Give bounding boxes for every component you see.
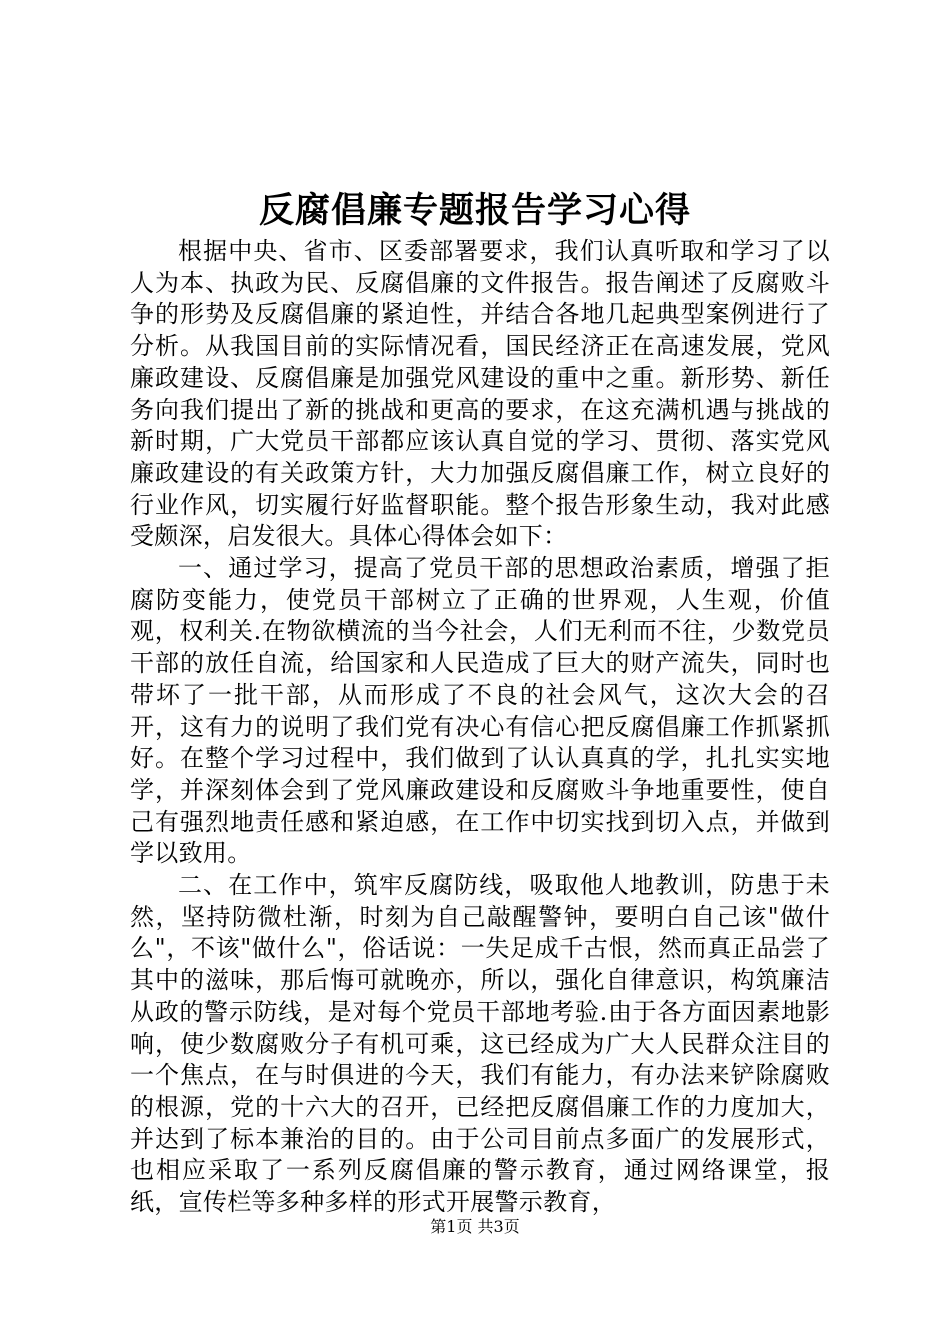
paragraph-intro: 根据中央、省市、区委部署要求，我们认真听取和学习了以人为本、执政为民、反腐倡廉的文件报告。报告阐述了反腐败斗争的形势及反腐倡廉的紧迫性，并结合各地几起典型案例进行了分析。从我国目前的实际情况看，国民经济正在高速发展，党风廉政建设、反腐倡廉是加强党风建设的重中之重。新形势、新任务向我们提出了新的挑战和更高的要求，在这充满机遇与挑战的新时期，广大党员干部都应该认真自觉的学习、贯彻、落实党风廉政建设的有关政策方针，大力加强反腐倡廉工作，树立良好的行业作风，切实履行好监督职能。整个报告形象生动，我对此感受颇深，启发很大。具体心得体会如下：	[130, 237, 830, 551]
paragraph-section-2: 二、在工作中，筑牢反腐防线，吸取他人地教训，防患于未然，坚持防微杜渐，时刻为自己敲醒警钟，要明白自己该"做什么"，不该"做什么"，俗话说：一失足成千古恨，然而真正品尝了其中的滋味，那后悔可就晚亦，所以，强化自律意识，构筑廉洁从政的警示防线，是对每个党员干部地考验.由于各方面因素地影响，使少数腐败分子有机可乘，这已经成为广大人民群众注目的一个焦点，在与时俱进的今天，我们有能力，有办法来铲除腐败的根源，党的十六大的召开，已经把反腐倡廉工作的力度加大，并达到了标本兼治的目的。由于公司目前点多面广的发展形式，也相应采取了一系列反腐倡廉的警示教育，通过网络课堂，报纸，宣传栏等多种多样的形式开展警示教育，	[130, 871, 830, 1217]
page-number: 第1页 共3页	[430, 1217, 520, 1236]
paragraph-section-1: 一、通过学习，提高了党员干部的思想政治素质，增强了拒腐防变能力，使党员干部树立了正确的世界观，人生观，价值观，权利关.在物欲横流的当今社会，人们无利而不往，少数党员干部的放任自流，给国家和人民造成了巨大的财产流失，同时也带坏了一批干部，从而形成了不良的社会风气，这次大会的召开，这有力的说明了我们党有决心有信心把反腐倡廉工作抓紧抓好。在整个学习过程中，我们做到了认认真真的学，扎扎实实地学，并深刻体会到了党风廉政建设和反腐败斗争地重要性，使自己有强烈地责任感和紧迫感，在工作中切实找到切入点，并做到学以致用。	[130, 554, 830, 868]
document-body	[130, 236, 830, 1219]
document-title: 反腐倡廉专题报告学习心得	[258, 190, 691, 231]
